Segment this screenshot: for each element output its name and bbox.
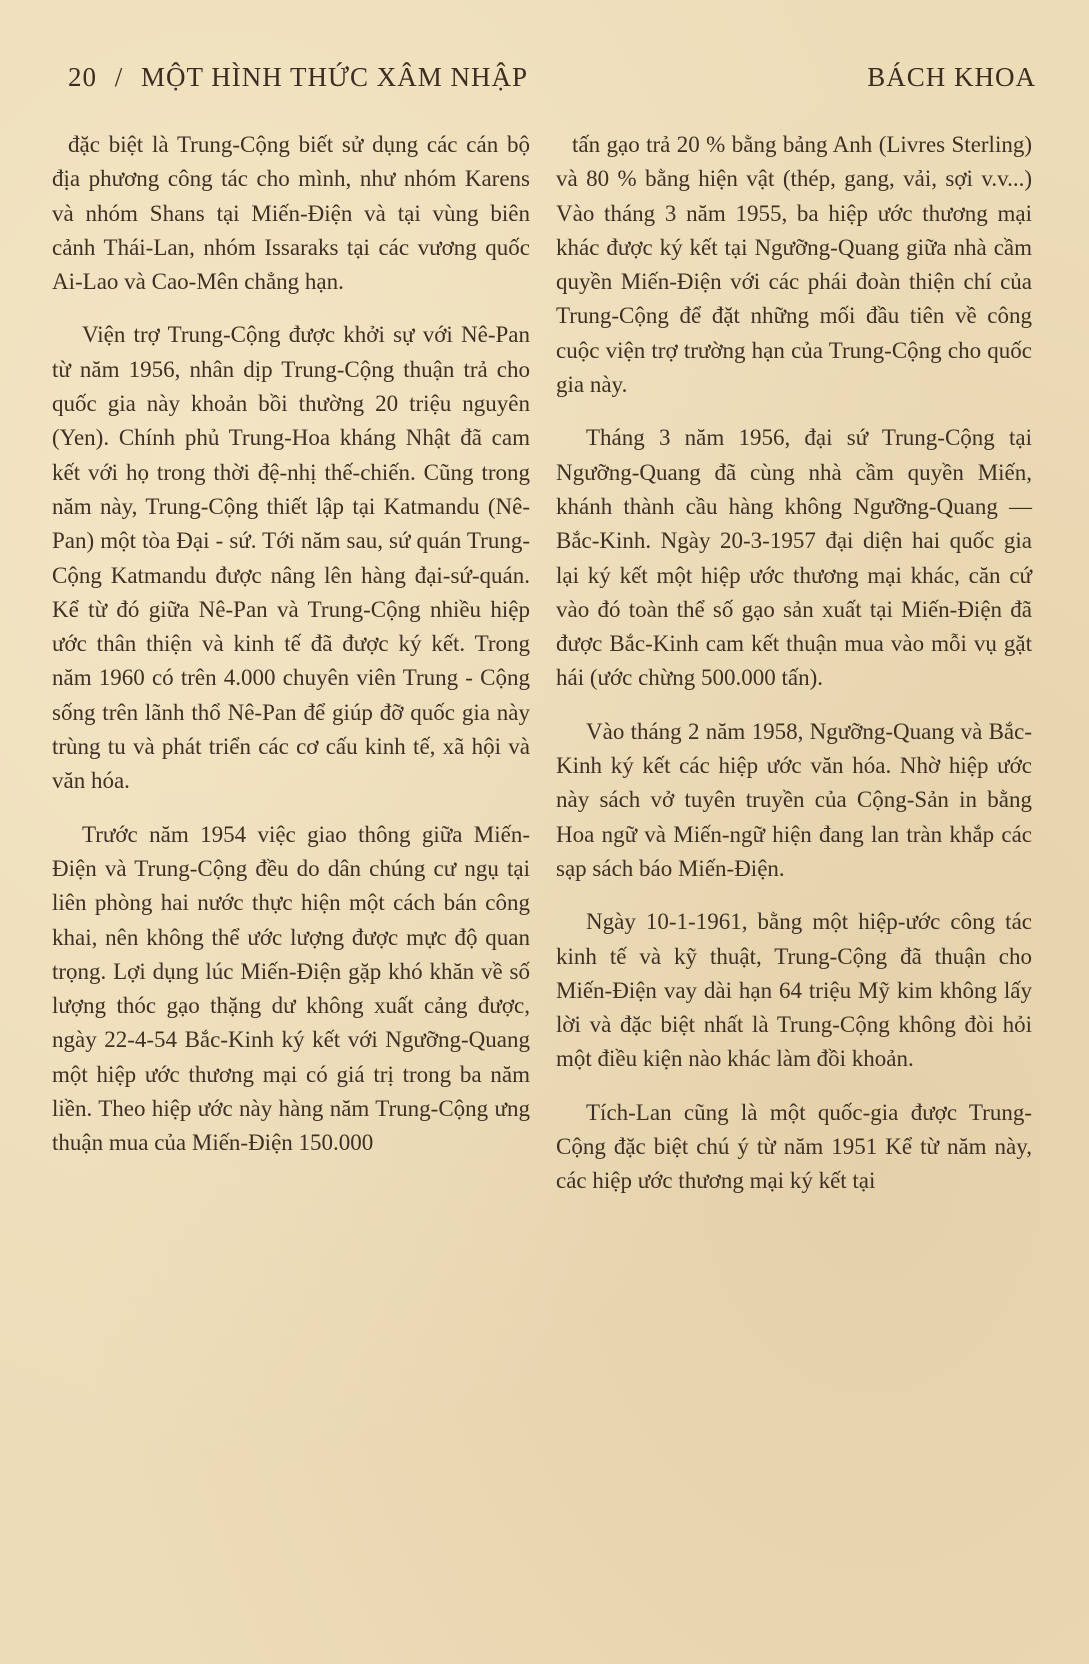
paragraph: đặc biệt là Trung-Cộng biết sử dụng các cán bộ địa phương công tác cho mình, như nhóm Karens và nhóm Shans tại Miến-Điện và tại vùng biên cảnh Thái-Lan, nhóm Issaraks tại các vương quốc Ai-Lao và Cao-Mên chẳng hạn.	[52, 132, 530, 295]
paragraph: Vào tháng 2 năm 1958, Ngưỡng-Quang và Bắc-Kinh ký kết các hiệp ước văn hóa. Nhờ hiệp ước này sách vở tuyên truyền của Cộng-Sản in bằng Hoa ngữ và Miến-ngữ hiện đang lan tràn khắp các sạp sách báo Miến-Điện.	[556, 718, 1032, 881]
left-column	[52, 128, 530, 1180]
paragraph: Tháng 3 năm 1956, đại sứ Trung-Cộng tại Ngưỡng-Quang đã cùng nhà cầm quyền Miến, khánh thành cầu hàng không Ngưỡng-Quang — Bắc-Kinh. Ngày 20-3-1957 đại diện hai quốc gia lại ký kết một hiệp ước thương mại khác, căn cứ vào đó toàn thể số gạo sản xuất tại Miến-Điện đã được Bắc-Kinh cam kết thuận mua vào mỗi vụ gặt hái (ước chừng 500.000 tấn).	[556, 425, 1032, 691]
paragraph: tấn gạo trả 20 % bằng bảng Anh (Livres Sterling) và 80 % bằng hiện vật (thép, gang, vải, sợi v.v...) Vào tháng 3 năm 1955, ba hiệp ước thương mại khác được ký kết tại Ngưỡng-Quang giữa nhà cầm quyền Miến-Điện với các phái đoàn thiện chí của Trung-Cộng để đặt những mối đầu tiên về công cuộc viện trợ trường hạn của Trung-Cộng cho quốc gia này.	[556, 132, 1032, 398]
paragraph: Tích-Lan cũng là một quốc-gia được Trung-Cộng đặc biệt chú ý từ năm 1951 Kể từ năm này, các hiệp ước thương mại ký kết tại	[556, 1099, 1032, 1194]
page-number: 20	[68, 62, 97, 92]
right-column	[556, 128, 1032, 1218]
article-title: MỘT HÌNH THỨC XÂM NHẬP	[141, 62, 528, 92]
paragraph: Ngày 10-1-1961, bằng một hiệp-ước công tác kinh tế và kỹ thuật, Trung-Cộng đã thuận cho Miến-Điện vay dài hạn 64 triệu Mỹ kim không lấy lời và đặc biệt nhất là Trung-Cộng không đòi hỏi một điều kiện nào khác làm đồi khoản.	[556, 909, 1032, 1072]
paragraph: Viện trợ Trung-Cộng được khởi sự với Nê-Pan từ năm 1956, nhân dịp Trung-Cộng thuận trả cho quốc gia này khoản bồi thường 20 triệu nguyên (Yen). Chính phủ Trung-Hoa kháng Nhật đã cam kết với họ trong thời đệ-nhị thế-chiến. Cũng trong năm này, Trung-Cộng thiết lập tại Katmandu (Nê-Pan) một tòa Đại - sứ. Tới năm sau, sứ quán Trung-Cộng Katmandu được nâng lên hàng đại-sứ-quán. Kể từ đó giữa Nê-Pan và Trung-Cộng nhiều hiệp ước thân thiện và kinh tế đã được ký kết. Trong năm 1960 có trên 4.000 chuyên viên Trung - Cộng sống trên lãnh thổ Nê-Pan để giúp đỡ quốc gia này trùng tu và phát triển các cơ cấu kinh tế, xã hội và văn hóa.	[52, 322, 530, 794]
header-left	[68, 62, 538, 93]
page-header	[68, 62, 1036, 102]
magazine-name: BÁCH KHOA	[867, 62, 1036, 92]
paragraph: Trước năm 1954 việc giao thông giữa Miến-Điện và Trung-Cộng đều do dân chúng cư ngụ tại liên phòng hai nước thực hiện một cách bán công khai, nên không thể ước lượng được mực độ quan trọng. Lợi dụng lúc Miến-Điện gặp khó khăn về số lượng thóc gạo thặng dư không xuất cảng được, ngày 22-4-54 Bắc-Kinh ký kết với Ngưỡng-Quang một hiệp ước thương mại có giá trị trong ba năm liền. Theo hiệp ước này hàng năm Trung-Cộng ưng thuận mua của Miến-Điện 150.000	[52, 821, 530, 1156]
header-separator: /	[114, 62, 124, 92]
